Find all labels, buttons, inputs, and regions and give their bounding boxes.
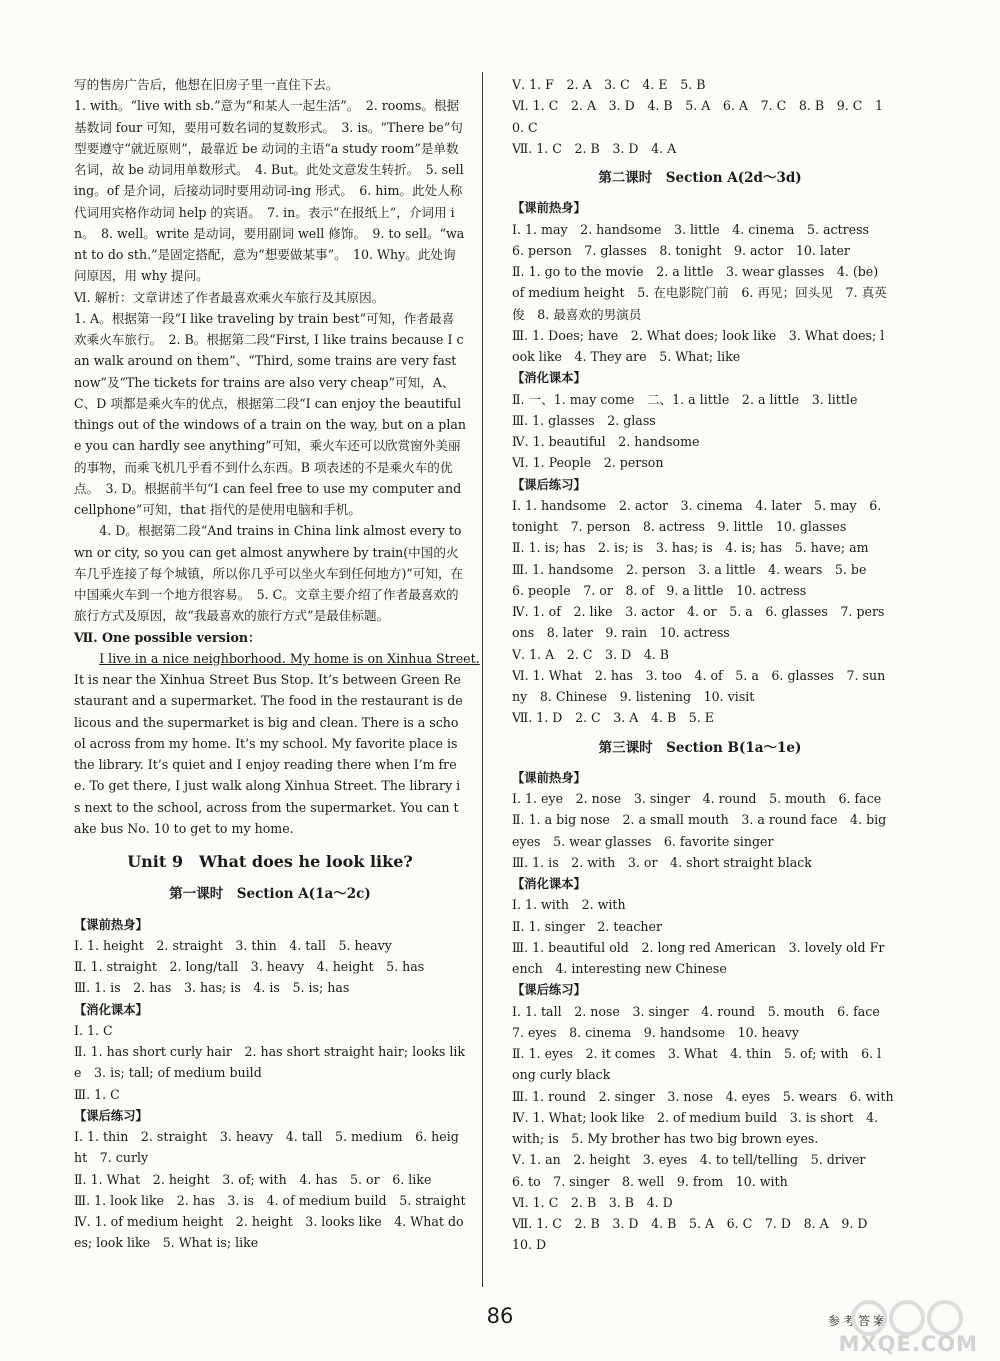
answer-line: Ⅵ. 1. People 2. person — [512, 455, 664, 471]
watermark-url: MXQE.COM — [838, 1332, 978, 1356]
answer-line: Ⅲ. 1. is 2. with 3. or 4. short straight black — [512, 854, 812, 870]
answer-paragraph: 写的售房广告后，他想在旧房子里一直住下去。 — [74, 77, 339, 92]
answer-paragraph: 1. with。“live with sb.”意为“和某人一起生活”。 2. rooms。根据基数词 four 可知，要用可数名词的复数形式。 3. is。“There be”句型要遵守“就近原则”，最靠近 be 动词的主语“a study room”是单数名词，故 be 动词用单数形式。 4. But。此处文意发生转折。 5. selling。of 是介词，后接动词时要用动词-ing 形式。 6. him。此处人称代词用宾格作动词 help 的宾语。 7. in。表示“在报纸上”，介词用 in。 8. well。write 是动词，要用副词 well 修饰。 9. to sell。“want to do sth.”是固定搭配，意为“想要做某事”。 10. Why。此处询问原因，用 why 提问。 — [74, 98, 465, 284]
answer-line: Ⅵ. 1. What 2. has 3. too 4. of 5. a 6. glasses 7. sunny 8. Chinese 9. listening 10. visit — [512, 667, 886, 704]
answer-line: Ⅲ. 1. glasses 2. glass — [512, 412, 656, 428]
answer-line: Ⅶ. 1. C 2. B 3. D 4. A — [512, 140, 677, 156]
left-column — [74, 74, 480, 1254]
answer-paragraph: 4. D。根据第二段“And trains in China link almost every town or city, so you can get almost anywhere by train(中国的火车几乎连接了每个城镇，所以你几乎可以坐火车到任何地方)”可知，在中国乘火车到一个地方很容易。 5. C。文章主要介绍了作者最喜欢的旅行方式及原因，故“我最喜欢的旅行方式”是最佳标题。 — [74, 523, 464, 624]
answer-line: Ⅰ. 1. with 2. with — [512, 897, 626, 913]
section-heading: 【课后练习】 — [512, 476, 586, 492]
answer-line: Ⅲ. 1. C — [74, 1086, 120, 1102]
answer-line: Ⅱ. 1. is; has 2. is; is 3. has; is 4. is; has 5. have; am — [512, 540, 869, 556]
page-number: 86 — [486, 1304, 514, 1328]
answer-line: Ⅱ. 1. singer 2. teacher — [512, 918, 662, 934]
answer-line: Ⅴ. 1. F 2. A 3. C 4. E 5. B — [512, 77, 706, 92]
answer-line: Ⅰ. 1. C — [74, 1022, 113, 1038]
lesson-title-3: 第三课时 Section B(1a～1e) — [598, 739, 802, 756]
answer-paragraph: 1. A。根据第一段“I like traveling by train best”可知，作者最喜欢乘火车旅行。 2. B。根据第二段“First, I like trains because I can walk around on them”、“Third, some trains are very fast now”及“The tickets for trains are also very cheap”可知，A、C、D 项都是乘火车的优点，根据第二段“I can enjoy the beautiful things out of the windows of a train on the way, but on a plane you can hardly see anything”可知，乘火车还可以欣赏窗外美丽的事物，而乘飞机几乎看不到什么东西。B 项表述的不是乘火车的优点。 3. D。根据前半句“I can feel free to use my computer and cellphone”可知，that 指代的是使用电脑和手机。 — [74, 310, 466, 517]
answer-line: Ⅰ. 1. may 2. handsome 3. little 4. cinema 5. actress 6. person 7. glasses 8. tonight 9. actor 10. later — [512, 221, 882, 258]
lesson-1-answers-continued — [512, 74, 888, 159]
answer-line: Ⅰ. 1. handsome 2. actor 3. cinema 4. later 5. may 6. tonight 7. person 8. actress 9. little 10. glasses — [512, 497, 882, 534]
answer-line: Ⅴ. 1. an 2. height 3. eyes 4. to tell/telling 5. driver 6. to 7. singer 8. well 9. from 10. with — [512, 1152, 879, 1189]
writing-heading: Ⅶ. One possible version： — [74, 629, 261, 645]
section-heading: 【消化课本】 — [512, 370, 586, 386]
answer-paragraph: Ⅵ. 解析：文章讲述了作者最喜欢乘火车旅行及其原因。 — [74, 289, 385, 305]
section-heading: 【消化课本】 — [512, 876, 586, 891]
answer-line: Ⅳ. 1. beautiful 2. handsome — [512, 434, 700, 449]
section-heading: 【课前热身】 — [512, 200, 586, 216]
answer-line: Ⅱ. 1. eyes 2. it comes 3. What 4. thin 5. of; with 6. long curly black — [512, 1046, 882, 1083]
writing-body: It is near the Xinhua Street Bus Stop. It’s between Green Restaurant and a supermarket. The food in the restaurant is delicous and the supermarket is big and clean. There is a school across from my home. It’s my school. My favorite place is the library. It’s quiet and I enjoy reading there when I’m free. To get there, I just walk along Xinhua Street. The library is next to the school, across from the supermarket. You can take bus No. 10 to get to my home. — [74, 672, 463, 836]
answer-line: Ⅲ. 1. beautiful old 2. long red American 3. lovely old French 4. interesting new Chinese — [512, 939, 885, 976]
writing-first-sentence: I live in a nice neighborhood. My home is on Xinhua Street. — [99, 650, 480, 666]
answer-line: Ⅱ. 1. has short curly hair 2. has short straight hair; looks like 3. is; tall; of medium build — [74, 1044, 466, 1081]
answer-line: Ⅰ. 1. height 2. straight 3. thin 4. tall 5. heavy — [74, 937, 392, 953]
lesson-3-answers — [512, 767, 894, 1256]
answer-line: Ⅴ. 1. A 2. C 3. D 4. B — [512, 646, 670, 662]
section-heading: 【课前热身】 — [512, 769, 586, 785]
answer-line: Ⅱ. 一、1. may come 二、1. a little 2. a little 3. little — [512, 391, 858, 407]
answer-line: Ⅱ. 1. a big nose 2. a small mouth 3. a round face 4. big eyes 5. wear glasses 6. favorite singer — [512, 812, 887, 849]
footer-label: 参考答案 — [827, 1314, 888, 1328]
answer-line: Ⅵ. 1. C 2. B 3. B 4. D — [512, 1194, 673, 1210]
answer-line: Ⅱ. 1. What 2. height 3. of; with 4. has 5. or 6. like — [74, 1171, 432, 1187]
lesson-1-answers — [74, 914, 466, 1254]
answer-line: Ⅳ. 1. of 2. like 3. actor 4. or 5. a 6. glasses 7. persons 8. later 9. rain 10. actress — [512, 604, 885, 641]
answer-line: Ⅲ. 1. Does; have 2. What does; look like 3. What does; look like 4. They are 5. What; like — [512, 327, 885, 364]
answer-line: Ⅲ. 1. handsome 2. person 3. a little 4. wears 5. be 6. people 7. or 8. of 9. a little 10. actress — [512, 561, 880, 598]
lesson-title-1: 第一课时 Section A(1a～2c) — [169, 886, 371, 903]
unit-title: Unit 9 What does he look like? — [127, 852, 413, 871]
answer-line: Ⅱ. 1. straight 2. long/tall 3. heavy 4. height 5. has — [74, 959, 425, 974]
section-heading: 【课后练习】 — [74, 1107, 148, 1123]
answer-line: Ⅶ. 1. D 2. C 3. A 4. B 5. E — [512, 710, 715, 726]
answer-line: Ⅰ. 1. thin 2. straight 3. heavy 4. tall 5. medium 6. height 7. curly — [74, 1129, 459, 1166]
answer-line: Ⅵ. 1. C 2. A 3. D 4. B 5. A 6. A 7. C 8. B 9. C 10. C — [512, 98, 883, 135]
lesson-title-2: 第二课时 Section A(2d～3d) — [598, 170, 802, 186]
answer-line: Ⅳ. 1. of medium height 2. height 3. looks like 4. What does; look like 5. What is; like — [74, 1214, 464, 1251]
answer-line: Ⅲ. 1. round 2. singer 3. nose 4. eyes 5. wears 6. with — [512, 1088, 894, 1104]
answer-explanations — [74, 74, 466, 627]
section-heading: 【课前热身】 — [74, 916, 148, 932]
right-column — [512, 74, 894, 1256]
lesson-2-answers — [512, 197, 888, 728]
answer-line: Ⅱ. 1. go to the movie 2. a little 3. wear glasses 4. (be) of medium height 5. 在电影院门前 6. 再见；回头见 7. 真英俊 8. 最喜欢的男演员 — [512, 264, 887, 322]
answer-line: Ⅰ. 1. eye 2. nose 3. singer 4. round 5. mouth 6. face — [512, 791, 882, 806]
answer-line: Ⅲ. 1. look like 2. has 3. is 4. of medium build 5. straight — [74, 1192, 466, 1208]
column-divider — [482, 72, 483, 1287]
answer-line: Ⅲ. 1. is 2. has 3. has; is 4. is 5. is; has — [74, 980, 350, 996]
answer-line: Ⅳ. 1. What; look like 2. of medium build 3. is short 4. with; is 5. My brother has two big brown eyes. — [512, 1109, 879, 1146]
answer-line: Ⅰ. 1. tall 2. nose 3. singer 4. round 5. mouth 6. face 7. eyes 8. cinema 9. handsome 10. heavy — [512, 1003, 893, 1040]
section-heading: 【消化课本】 — [74, 1001, 148, 1017]
writing-first-line — [74, 648, 480, 669]
section-heading: 【课后练习】 — [512, 982, 586, 998]
answer-line: Ⅶ. 1. C 2. B 3. D 4. B 5. A 6. C 7. D 8. A 9. D 10. D — [512, 1216, 881, 1253]
